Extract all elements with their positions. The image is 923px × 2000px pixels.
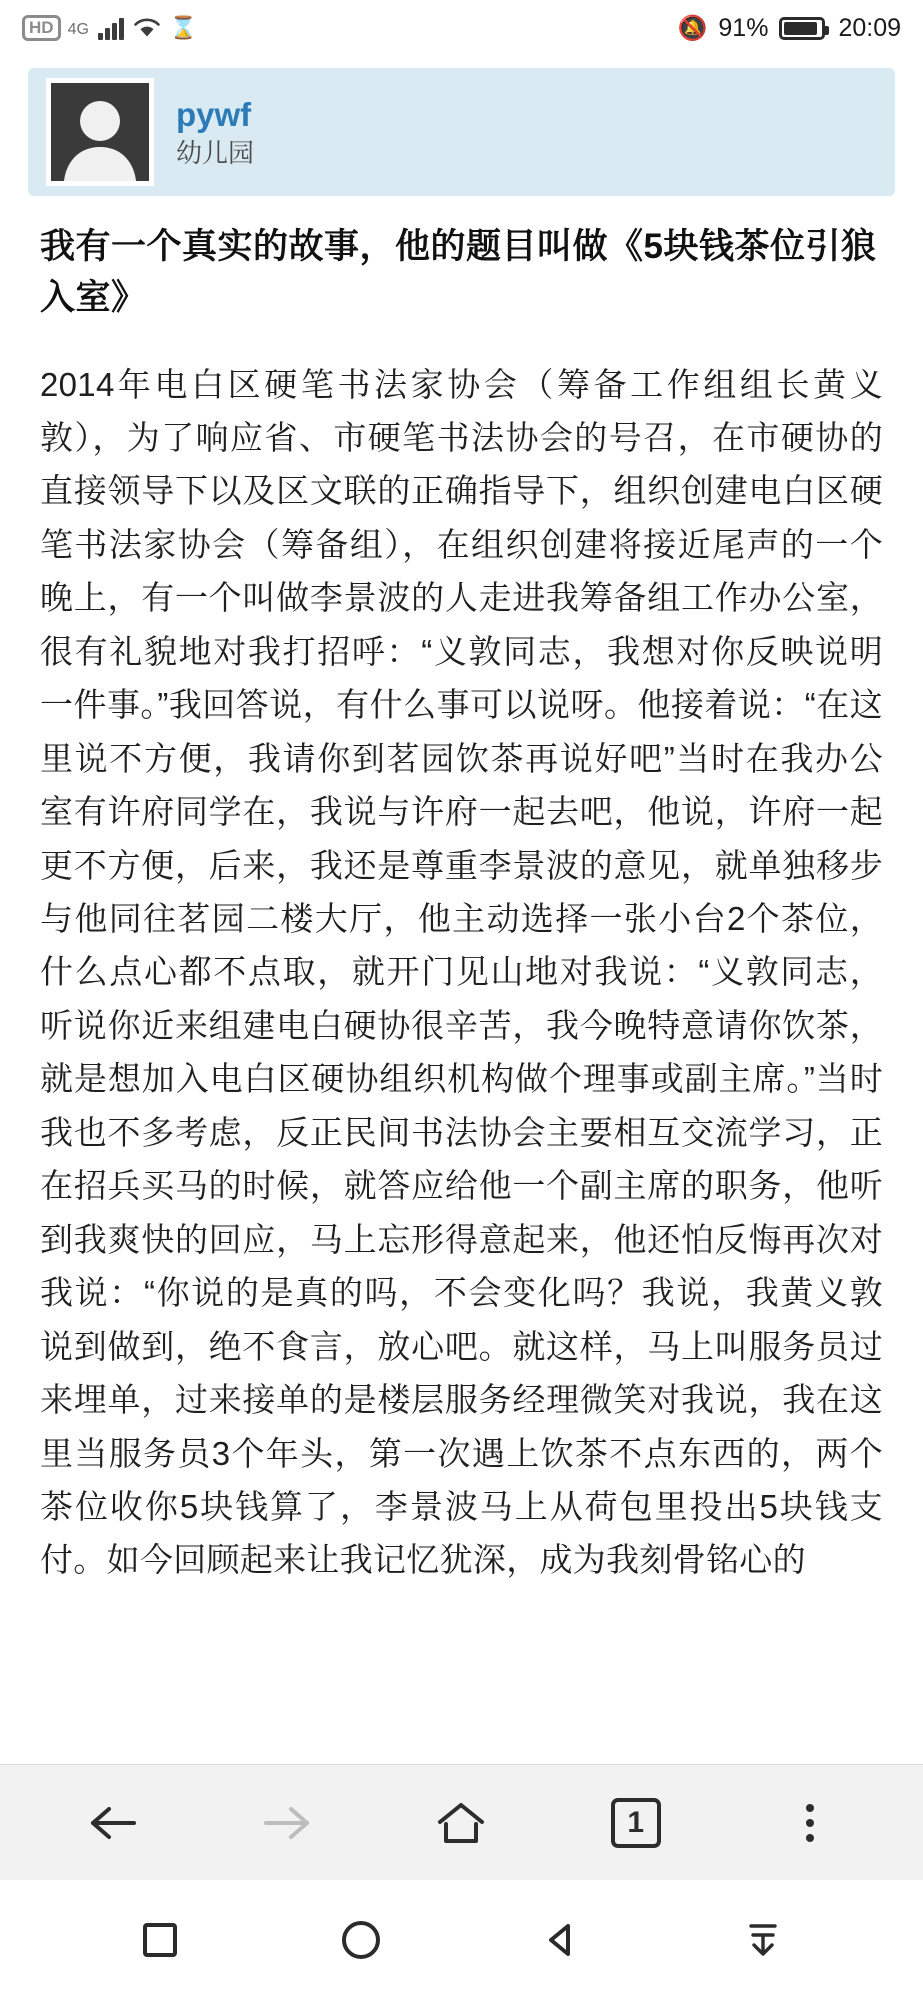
author-meta — [176, 97, 254, 168]
status-bar — [0, 0, 923, 56]
content-fade-overlay — [0, 1730, 923, 1764]
author-subtitle: 幼儿园 — [176, 137, 255, 168]
author-card[interactable] — [28, 68, 895, 196]
network-type-label: 4G — [67, 21, 89, 38]
hourglass-icon: ⌛ — [169, 15, 198, 40]
tabs-count-label: 1 — [611, 1798, 661, 1848]
square-recents-icon[interactable] — [124, 1904, 196, 1976]
tabs-icon[interactable] — [597, 1784, 675, 1862]
overflow-menu-icon[interactable] — [771, 1784, 849, 1862]
bell-muted-icon: 🔕 — [677, 14, 708, 42]
status-bar-right — [678, 14, 902, 43]
article-body — [40, 358, 883, 1587]
status-bar-left — [22, 15, 197, 41]
signal-bars-icon — [98, 16, 124, 40]
home-icon[interactable] — [422, 1784, 500, 1862]
arrow-forward-icon[interactable] — [248, 1784, 326, 1862]
author-name[interactable]: pywf — [176, 95, 252, 133]
article-title: 我有一个真实的故事，他的题目叫做《5块钱茶位引狼入室》 — [40, 227, 877, 317]
arrow-back-icon[interactable] — [74, 1784, 152, 1862]
clock-label: 20:09 — [838, 13, 901, 42]
browser-toolbar — [0, 1764, 923, 1880]
system-navigation-bar — [0, 1880, 923, 2000]
circle-home-icon[interactable] — [325, 1904, 397, 1976]
article-paragraph: 2014年电白区硬笔书法家协会（筹备工作组组长黄义敦），为了响应省、市硬笔书法协会的号召，在市硬协的直接领导下以及区文联的正确指导下，组织创建电白区硬笔书法家协会（筹备组），在组织创建将接近尾声的一个晚上，有一个叫做李景波的人走进我筹备组工作办公室，很有礼貌地对我打招呼：“义敦同志，我想对你反映说明一件事。”我回答说，有什么事可以说呀。他接着说：“在这里说不方便，我请你到茗园饮茶再说好吧”当时在我办公室有许府同学在，我说与许府一起去吧，他说，许府一起更不方便，后来，我还是尊重李景波的意见，就单独移步与他同往茗园二楼大厅，他主动选择一张小台2个茶位，什么点心都不点取，就开门见山地对我说：“义敦同志，听说你近来组建电白硬协很辛苦，我今晚特意请你饮茶，就是想加入电白区硬协组织机构做个理事或副主席。”当时我也不多考虑，反正民间书法协会主要相互交流学习，正在招兵买马的时候，就答应给他一个副主席的职务，他听到我爽快的回应，马上忘形得意起来，他还怕反悔再次对我说：“你说的是真的吗，不会变化吗？我说，我黄义敦说到做到，绝不食言，放心吧。就这样，马上叫服务员过来埋单，过来接单的是楼层服务经理微笑对我说，我在这里当服务员3个年头，第一次遇上饮茶不点东西的，两个茶位收你5块钱算了，李景波马上从荷包里投出5块钱支付。如今回顾起来让我记忆犹深，成为我刻骨铭心的 — [40, 365, 883, 1579]
hd-badge: HD — [22, 15, 61, 41]
download-arrow-icon[interactable] — [727, 1904, 799, 1976]
page-content[interactable] — [0, 56, 923, 1764]
wifi-icon — [133, 17, 161, 39]
triangle-back-icon[interactable] — [526, 1904, 598, 1976]
battery-icon — [779, 17, 825, 40]
battery-percent-label: 91% — [718, 13, 769, 42]
user-avatar-icon[interactable] — [46, 78, 154, 186]
